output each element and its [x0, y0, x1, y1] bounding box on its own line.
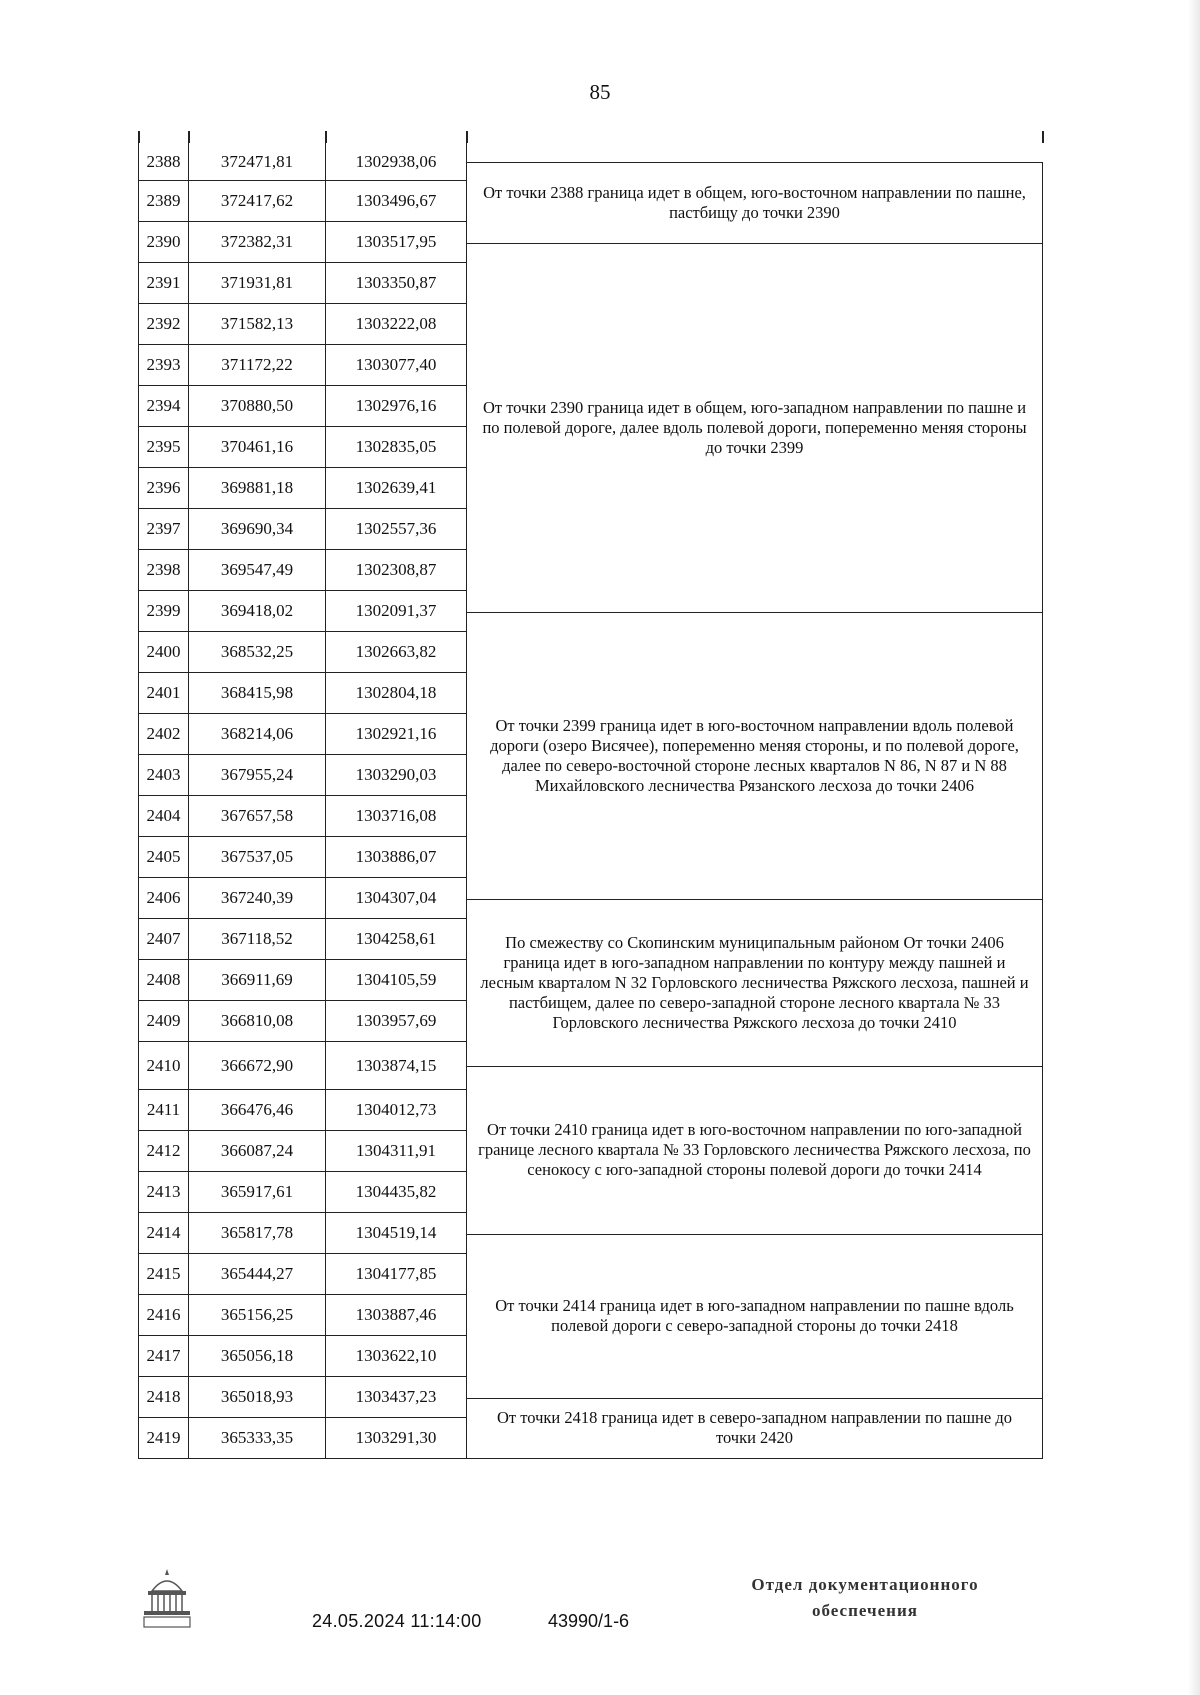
y-coordinate-cell: 1304258,61	[325, 919, 467, 960]
y-coordinate-cell: 1304435,82	[325, 1172, 467, 1213]
point-number-cell: 2419	[138, 1418, 188, 1459]
x-coordinate-cell: 366810,08	[188, 1001, 325, 1042]
x-coordinate-cell: 369881,18	[188, 468, 325, 509]
x-coordinate-cell: 366672,90	[188, 1042, 325, 1090]
point-number-cell: 2402	[138, 714, 188, 755]
y-coordinate-cell: 1302308,87	[325, 550, 467, 591]
x-coordinate-cell: 367537,05	[188, 837, 325, 878]
point-number-cell: 2413	[138, 1172, 188, 1213]
table-row	[138, 143, 467, 181]
x-coordinate-cell: 365333,35	[188, 1418, 325, 1459]
point-number-cell: 2403	[138, 755, 188, 796]
table-row	[138, 755, 467, 796]
point-number-cell: 2415	[138, 1254, 188, 1295]
table-row	[138, 591, 467, 632]
x-coordinate-cell: 369418,02	[188, 591, 325, 632]
point-number-cell: 2410	[138, 1042, 188, 1090]
boundary-description	[467, 899, 1043, 1067]
table-row	[138, 632, 467, 673]
point-number-cell: 2388	[138, 143, 188, 181]
y-coordinate-cell: 1304307,04	[325, 878, 467, 919]
y-coordinate-cell: 1303886,07	[325, 837, 467, 878]
x-coordinate-cell: 366087,24	[188, 1131, 325, 1172]
x-coordinate-cell: 367240,39	[188, 878, 325, 919]
boundary-description	[467, 612, 1043, 899]
table-row	[138, 386, 467, 427]
table-top-edge-right	[1042, 131, 1044, 143]
duma-building-emblem-icon	[138, 1565, 196, 1635]
boundary-description	[467, 1066, 1043, 1234]
y-coordinate-cell: 1302091,37	[325, 591, 467, 632]
y-coordinate-cell: 1304177,85	[325, 1254, 467, 1295]
y-coordinate-cell: 1304311,91	[325, 1131, 467, 1172]
x-coordinate-cell: 365817,78	[188, 1213, 325, 1254]
boundary-description	[467, 1234, 1043, 1398]
point-number-cell: 2391	[138, 263, 188, 304]
page-number: 85	[589, 80, 611, 104]
x-coordinate-cell: 368415,98	[188, 673, 325, 714]
table-row	[138, 878, 467, 919]
table-row	[138, 468, 467, 509]
boundary-description-text: От точки 2414 граница идет в юго-западном направлении по пашне вдоль полевой дороги с северо-западной стороны до точки 2418	[495, 1296, 1014, 1335]
x-coordinate-cell: 365444,27	[188, 1254, 325, 1295]
department-stamp-line1: Отдел документационного	[751, 1575, 979, 1594]
table-row	[138, 1295, 467, 1336]
table-row	[138, 1418, 467, 1459]
y-coordinate-cell: 1303290,03	[325, 755, 467, 796]
table-row	[138, 1377, 467, 1418]
y-coordinate-cell: 1302835,05	[325, 427, 467, 468]
y-coordinate-cell: 1302557,36	[325, 509, 467, 550]
table-row	[138, 1001, 467, 1042]
x-coordinate-cell: 365018,93	[188, 1377, 325, 1418]
x-coordinate-cell: 366911,69	[188, 960, 325, 1001]
x-coordinate-cell: 369547,49	[188, 550, 325, 591]
boundary-description	[467, 1398, 1043, 1460]
table-top-edge	[188, 131, 190, 143]
point-number-cell: 2411	[138, 1090, 188, 1131]
table-row	[138, 181, 467, 222]
table-row	[138, 1213, 467, 1254]
point-number-cell: 2409	[138, 1001, 188, 1042]
boundary-description-text: По смежеству со Скопинским муниципальным районом От точки 2406 граница идет в юго-западном направлении по контуру между пашней и лесным кварталом N 32 Горловского лесничества Ряжского лесхоза, пашней и пастбищем, далее по северо-западной стороне лесного квартала № 33 Горловского лесничества Ряжского лесхоза до точки 2410	[480, 932, 1029, 1032]
y-coordinate-cell: 1303350,87	[325, 263, 467, 304]
x-coordinate-cell: 366476,46	[188, 1090, 325, 1131]
point-number-cell: 2393	[138, 345, 188, 386]
x-coordinate-cell: 372382,31	[188, 222, 325, 263]
table-row	[138, 222, 467, 263]
point-number-cell: 2389	[138, 181, 188, 222]
table-row	[138, 837, 467, 878]
x-coordinate-cell: 370461,16	[188, 427, 325, 468]
y-coordinate-cell: 1303957,69	[325, 1001, 467, 1042]
table-row	[138, 796, 467, 837]
point-number-cell: 2404	[138, 796, 188, 837]
boundary-description-text: От точки 2388 граница идет в общем, юго-восточном направлении по пашне, пастбищу до точки 2390	[483, 182, 1026, 222]
y-coordinate-cell: 1304012,73	[325, 1090, 467, 1131]
boundary-description	[467, 243, 1043, 612]
department-stamp-line2: обеспечения	[812, 1601, 918, 1620]
x-coordinate-cell: 367118,52	[188, 919, 325, 960]
boundary-description	[467, 162, 1043, 243]
boundary-description-text: От точки 2390 граница идет в общем, юго-западном направлении по пашне и по полевой дороге, далее вдоль полевой дороги, попеременно меняя стороны до точки 2399	[482, 397, 1027, 457]
point-number-cell: 2418	[138, 1377, 188, 1418]
x-coordinate-cell: 368214,06	[188, 714, 325, 755]
point-number-cell: 2412	[138, 1131, 188, 1172]
boundary-description-text: От точки 2399 граница идет в юго-восточном направлении вдоль полевой дороги (озеро Висячее), попеременно меняя стороны, и по полевой дороге, далее по северо-восточной стороне лесных кварталов N 86, N 87 и N 88 Михайловского лесничества Рязанского лесхоза до точки 2406	[490, 715, 1019, 795]
table-row	[138, 304, 467, 345]
y-coordinate-cell: 1303291,30	[325, 1418, 467, 1459]
point-number-cell: 2397	[138, 509, 188, 550]
point-number-cell: 2417	[138, 1336, 188, 1377]
point-number-cell: 2396	[138, 468, 188, 509]
point-number-cell: 2395	[138, 427, 188, 468]
point-number-cell: 2407	[138, 919, 188, 960]
table-top-edge	[466, 131, 468, 143]
y-coordinate-cell: 1302976,16	[325, 386, 467, 427]
x-coordinate-cell: 371172,22	[188, 345, 325, 386]
x-coordinate-cell: 365917,61	[188, 1172, 325, 1213]
table-row	[138, 1254, 467, 1295]
x-coordinate-cell: 372471,81	[188, 143, 325, 181]
y-coordinate-cell: 1303887,46	[325, 1295, 467, 1336]
table-row	[138, 960, 467, 1001]
y-coordinate-cell: 1303222,08	[325, 304, 467, 345]
y-coordinate-cell: 1303496,67	[325, 181, 467, 222]
point-number-cell: 2414	[138, 1213, 188, 1254]
point-number-cell: 2416	[138, 1295, 188, 1336]
table-row	[138, 509, 467, 550]
x-coordinate-cell: 365056,18	[188, 1336, 325, 1377]
point-number-cell: 2394	[138, 386, 188, 427]
x-coordinate-cell: 365156,25	[188, 1295, 325, 1336]
boundary-description-text: От точки 2418 граница идет в северо-западном направлении по пашне до точки 2420	[497, 1408, 1012, 1448]
scan-edge	[1188, 0, 1200, 1695]
point-number-cell: 2392	[138, 304, 188, 345]
table-row	[138, 1042, 467, 1090]
point-number-cell: 2405	[138, 837, 188, 878]
x-coordinate-cell: 372417,62	[188, 181, 325, 222]
y-coordinate-cell: 1302921,16	[325, 714, 467, 755]
point-number-cell: 2400	[138, 632, 188, 673]
table-row	[138, 673, 467, 714]
table-row	[138, 1131, 467, 1172]
y-coordinate-cell: 1303517,95	[325, 222, 467, 263]
x-coordinate-cell: 370880,50	[188, 386, 325, 427]
point-number-cell: 2398	[138, 550, 188, 591]
x-coordinate-cell: 371582,13	[188, 304, 325, 345]
x-coordinate-cell: 367955,24	[188, 755, 325, 796]
table-row	[138, 1090, 467, 1131]
table-row	[138, 550, 467, 591]
y-coordinate-cell: 1304519,14	[325, 1213, 467, 1254]
y-coordinate-cell: 1303622,10	[325, 1336, 467, 1377]
table-top-edge-left	[138, 131, 140, 143]
footer-document-code: 43990/1-6	[548, 1611, 630, 1631]
table-row	[138, 427, 467, 468]
footer-timestamp: 24.05.2024 11:14:00	[312, 1611, 482, 1631]
y-coordinate-cell: 1302639,41	[325, 468, 467, 509]
y-coordinate-cell: 1302804,18	[325, 673, 467, 714]
y-coordinate-cell: 1304105,59	[325, 960, 467, 1001]
x-coordinate-cell: 367657,58	[188, 796, 325, 837]
x-coordinate-cell: 369690,34	[188, 509, 325, 550]
table-row	[138, 263, 467, 304]
x-coordinate-cell: 368532,25	[188, 632, 325, 673]
table-top-edge	[325, 131, 327, 143]
department-stamp	[720, 1572, 1010, 1624]
y-coordinate-cell: 1303874,15	[325, 1042, 467, 1090]
y-coordinate-cell: 1302938,06	[325, 143, 467, 181]
table-row	[138, 345, 467, 386]
point-number-cell: 2401	[138, 673, 188, 714]
boundary-description-text: От точки 2410 граница идет в юго-восточном направлении по юго-западной границе лесного квартала № 33 Горловского лесничества Ряжского лесхоза, по сенокосу с юго-западной стороны полевой дороги до точки 2414	[478, 1120, 1031, 1180]
point-number-cell: 2390	[138, 222, 188, 263]
y-coordinate-cell: 1303077,40	[325, 345, 467, 386]
y-coordinate-cell: 1303437,23	[325, 1377, 467, 1418]
table-row	[138, 1336, 467, 1377]
table-row	[138, 1172, 467, 1213]
table-row	[138, 714, 467, 755]
y-coordinate-cell: 1303716,08	[325, 796, 467, 837]
table-row	[138, 919, 467, 960]
point-number-cell: 2408	[138, 960, 188, 1001]
x-coordinate-cell: 371931,81	[188, 263, 325, 304]
y-coordinate-cell: 1302663,82	[325, 632, 467, 673]
point-number-cell: 2399	[138, 591, 188, 632]
point-number-cell: 2406	[138, 878, 188, 919]
